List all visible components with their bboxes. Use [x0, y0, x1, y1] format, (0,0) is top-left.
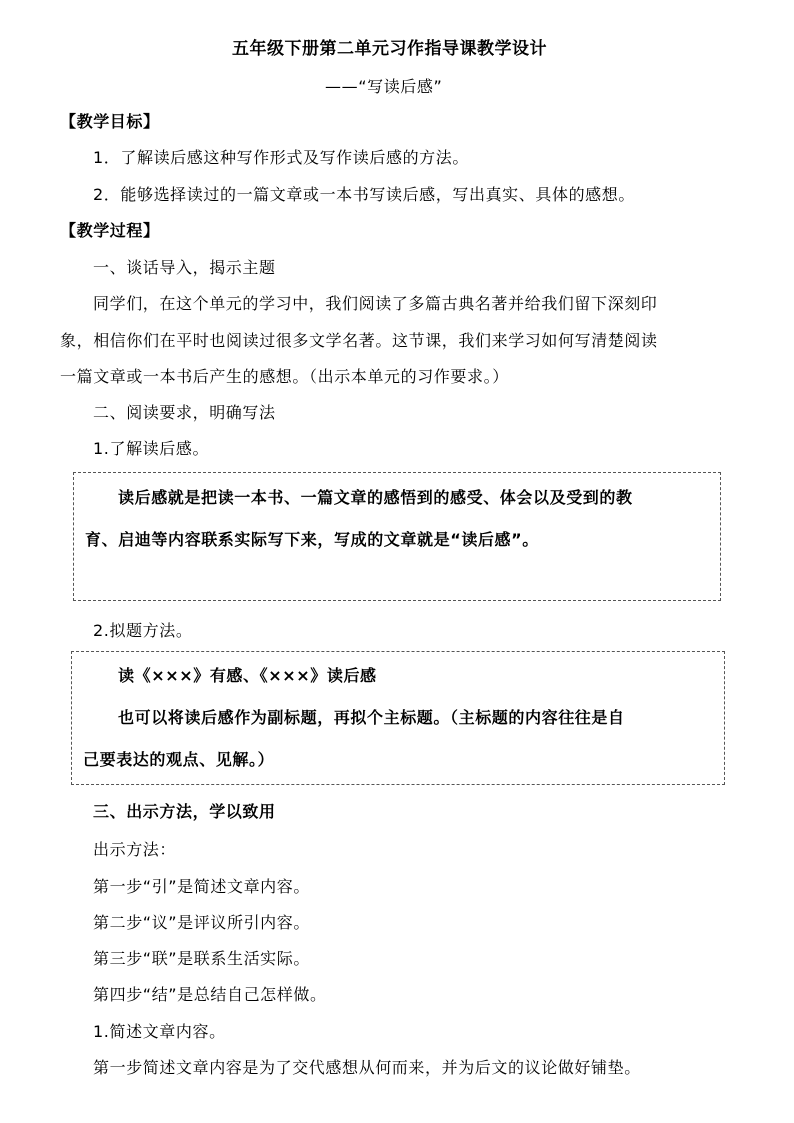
section-1-heading: 一、谈话导入，揭示主题: [93, 258, 276, 277]
sub-item-1-label: 1.了解读后感。: [93, 439, 210, 458]
step-3: 第三步“联”是联系生活实际。: [93, 949, 310, 968]
process-heading: 【教学过程】: [60, 221, 160, 240]
step-2: 第二步“议”是评议所引内容。: [93, 913, 310, 932]
section-2-heading: 二、阅读要求，明确写法: [93, 403, 276, 422]
title-method-line-3: 己要表达的观点、见解。）: [83, 750, 275, 769]
title-method-line-1: 读《×××》有感、《×××》读后感: [118, 666, 377, 685]
intro-paragraph-line-3: 一篇文章或一本书后产生的感想。（出示本单元的习作要求。）: [60, 367, 509, 386]
last-paragraph-line: 第一步简述文章内容是为了交代感想从何而来，并为后文的议论做好铺垫。: [93, 1058, 641, 1077]
definition-line-1: 读后感就是把读一本书、一篇文章的感悟到的感受、体会以及受到的教: [118, 488, 633, 507]
document-title: 五年级下册第二单元习作指导课教学设计: [232, 39, 547, 59]
sub-item-2-label: 2.拟题方法。: [93, 621, 193, 640]
step-4: 第四步“结”是总结自己怎样做。: [93, 985, 327, 1004]
intro-paragraph-line-2: 象，相信你们在平时也阅读过很多文学名著。这节课，我们来学习如何写清楚阅读: [60, 331, 658, 350]
objective-item-2: 2．能够选择读过的一篇文章或一本书写读后感，写出真实、具体的感想。: [93, 185, 635, 204]
definition-box: [73, 472, 721, 601]
intro-paragraph-line-1: 同学们，在这个单元的学习中，我们阅读了多篇古典名著并给我们留下深刻印: [93, 294, 658, 313]
document-subtitle: ——“写读后感”: [325, 77, 443, 96]
section-3-heading: 三、出示方法，学以致用: [93, 802, 276, 821]
sub-item-3-label: 1.简述文章内容。: [93, 1022, 226, 1041]
objectives-heading: 【教学目标】: [60, 112, 160, 131]
title-method-line-2: 也可以将读后感作为副标题，再拟个主标题。（主标题的内容往往是自: [118, 708, 625, 727]
objective-item-1: 1．了解读后感这种写作形式及写作读后感的方法。: [93, 148, 469, 167]
step-1: 第一步“引”是简述文章内容。: [93, 877, 310, 896]
title-method-box: [71, 651, 725, 785]
method-intro: 出示方法：: [93, 840, 177, 859]
definition-line-2: 育、启迪等内容联系实际写下来，写成的文章就是“读后感”。: [85, 530, 539, 549]
